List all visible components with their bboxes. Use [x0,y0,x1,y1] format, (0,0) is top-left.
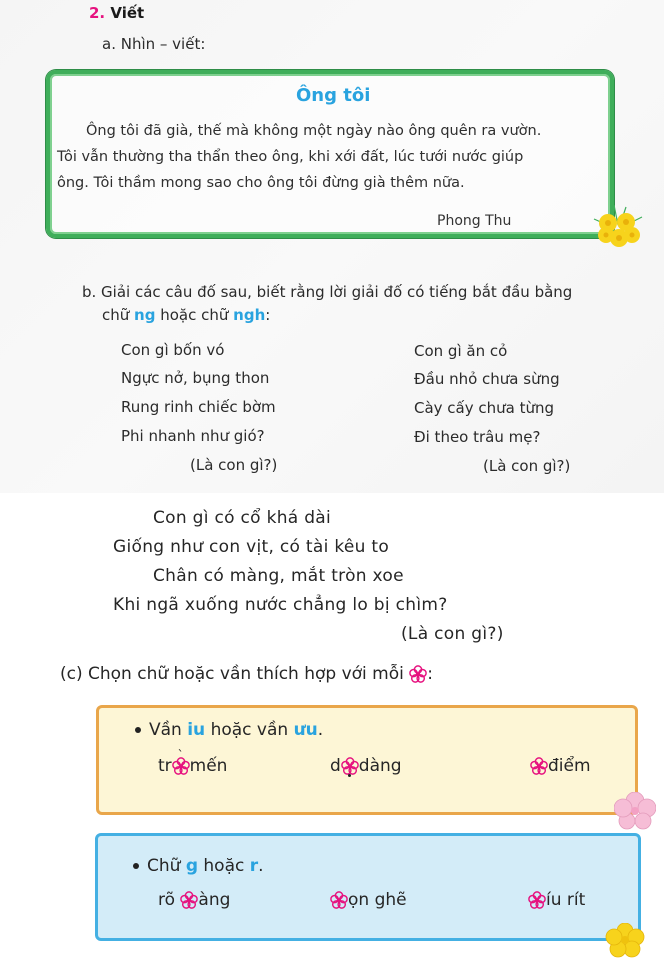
flower-blank-input[interactable] [530,757,548,775]
flower-blank-input[interactable] [341,757,359,775]
dot-below-mark [348,774,351,777]
word-part: dàng [358,756,402,776]
exercise-box-letters [95,833,641,941]
yellow-flower-icon [605,923,645,958]
part-a-label: a. Nhìn – viết: [102,35,206,53]
word-part: d [330,756,341,776]
flower-blank-input[interactable] [330,891,348,909]
option-iu: iu [187,720,206,740]
label-text: : [427,664,434,684]
riddle-left-line-3: Rung rinh chiếc bờm [121,398,276,416]
riddle-left-question: (Là con gì?) [190,456,278,474]
riddle-left-line-2: Ngực nở, bụng thon [121,369,270,387]
label-text: Vần [149,720,188,740]
label-text: hoặc chữ [155,306,234,324]
riddle-left-line-4: Phi nhanh như gió? [121,427,265,445]
label-text: Chữ [147,856,186,876]
section-title-text: Viết [110,4,145,22]
passage-line-1: Ông tôi đã già, thế mà không một ngày nào ông quên ra vườn. [86,123,542,139]
section-number: 2. [89,4,106,22]
flower-blank-input[interactable] [528,891,546,909]
label-text: hoặc vần [205,720,294,740]
yellow-flowers-icon [592,205,644,247]
riddle-third-line-2: Giống như con vịt, có tài kêu to [113,537,390,557]
fill-item-ro-rang [158,890,230,910]
passage-author: Phong Thu [437,213,512,229]
word-part: mến [189,756,228,776]
label-text: hoặc [198,856,250,876]
bullet-icon [135,727,141,733]
label-text: chữ [102,306,135,324]
part-b-label: b. Giải các câu đố sau, biết rằng lời giải đố có tiếng bắt đầu bằng [82,283,573,301]
grave-accent-mark: ` [177,748,184,762]
word-part: tr [158,756,172,776]
word-part: điểm [548,756,591,776]
part-c-label [60,664,433,684]
riddle-third-line-3: Chân có màng, mắt tròn xoe [153,566,404,586]
pink-flower-icon [614,792,656,830]
flower-blank-icon [409,665,427,683]
word-part: rõ [158,890,181,910]
highlight-ngh: ngh [233,306,266,324]
label-text: . [258,856,264,876]
highlight-ng: ng [134,306,156,324]
passage-line-2: Tôi vẫn thường tha thẩn theo ông, khi xới đất, lúc tưới nước giúp [57,149,524,165]
bullet-icon [133,863,139,869]
flower-blank-input[interactable] [172,748,190,775]
word-part: ọn ghẽ [348,890,407,910]
option-uu: ưu [293,720,318,740]
riddle-right-line-3: Cày cấy chưa từng [414,399,555,417]
label-text: . [317,720,324,740]
word-part: íu rít [546,890,586,910]
riddle-left-line-1: Con gì bốn vó [121,341,225,359]
riddle-third-line-4: Khi ngã xuống nước chẳng lo bị chìm? [113,595,448,615]
riddle-right-line-1: Con gì ăn cỏ [414,342,508,360]
section-title [89,4,144,22]
riddle-right-line-4: Đi theo trâu mẹ? [414,428,541,446]
riddle-third-question: (Là con gì?) [401,624,504,644]
box-2-instruction [133,856,264,876]
part-b-label-line2 [102,306,270,324]
riddle-right-line-2: Đầu nhỏ chưa sừng [414,370,560,388]
fill-item-riu-rit [528,890,585,910]
passage-title: Ông tôi [296,85,371,106]
option-g: g [185,856,198,876]
fill-item-diem [530,756,591,776]
option-r: r [249,856,259,876]
riddle-third-line-1: Con gì có cổ khá dài [153,508,332,528]
passage-line-3: ông. Tôi thầm mong sao cho ông tôi đừng già thêm nữa. [57,175,465,191]
fill-item-tr-men [158,748,228,776]
word-part: àng [198,890,231,910]
riddle-right-question: (Là con gì?) [483,457,571,475]
fill-item-d-dang [330,756,402,776]
label-text: : [265,306,271,324]
label-text: (c) Chọn chữ hoặc vần thích hợp với mỗi [60,664,404,684]
box-1-instruction [135,720,323,740]
fill-item-gon-ghe [330,890,407,910]
flower-blank-input[interactable] [180,891,198,909]
